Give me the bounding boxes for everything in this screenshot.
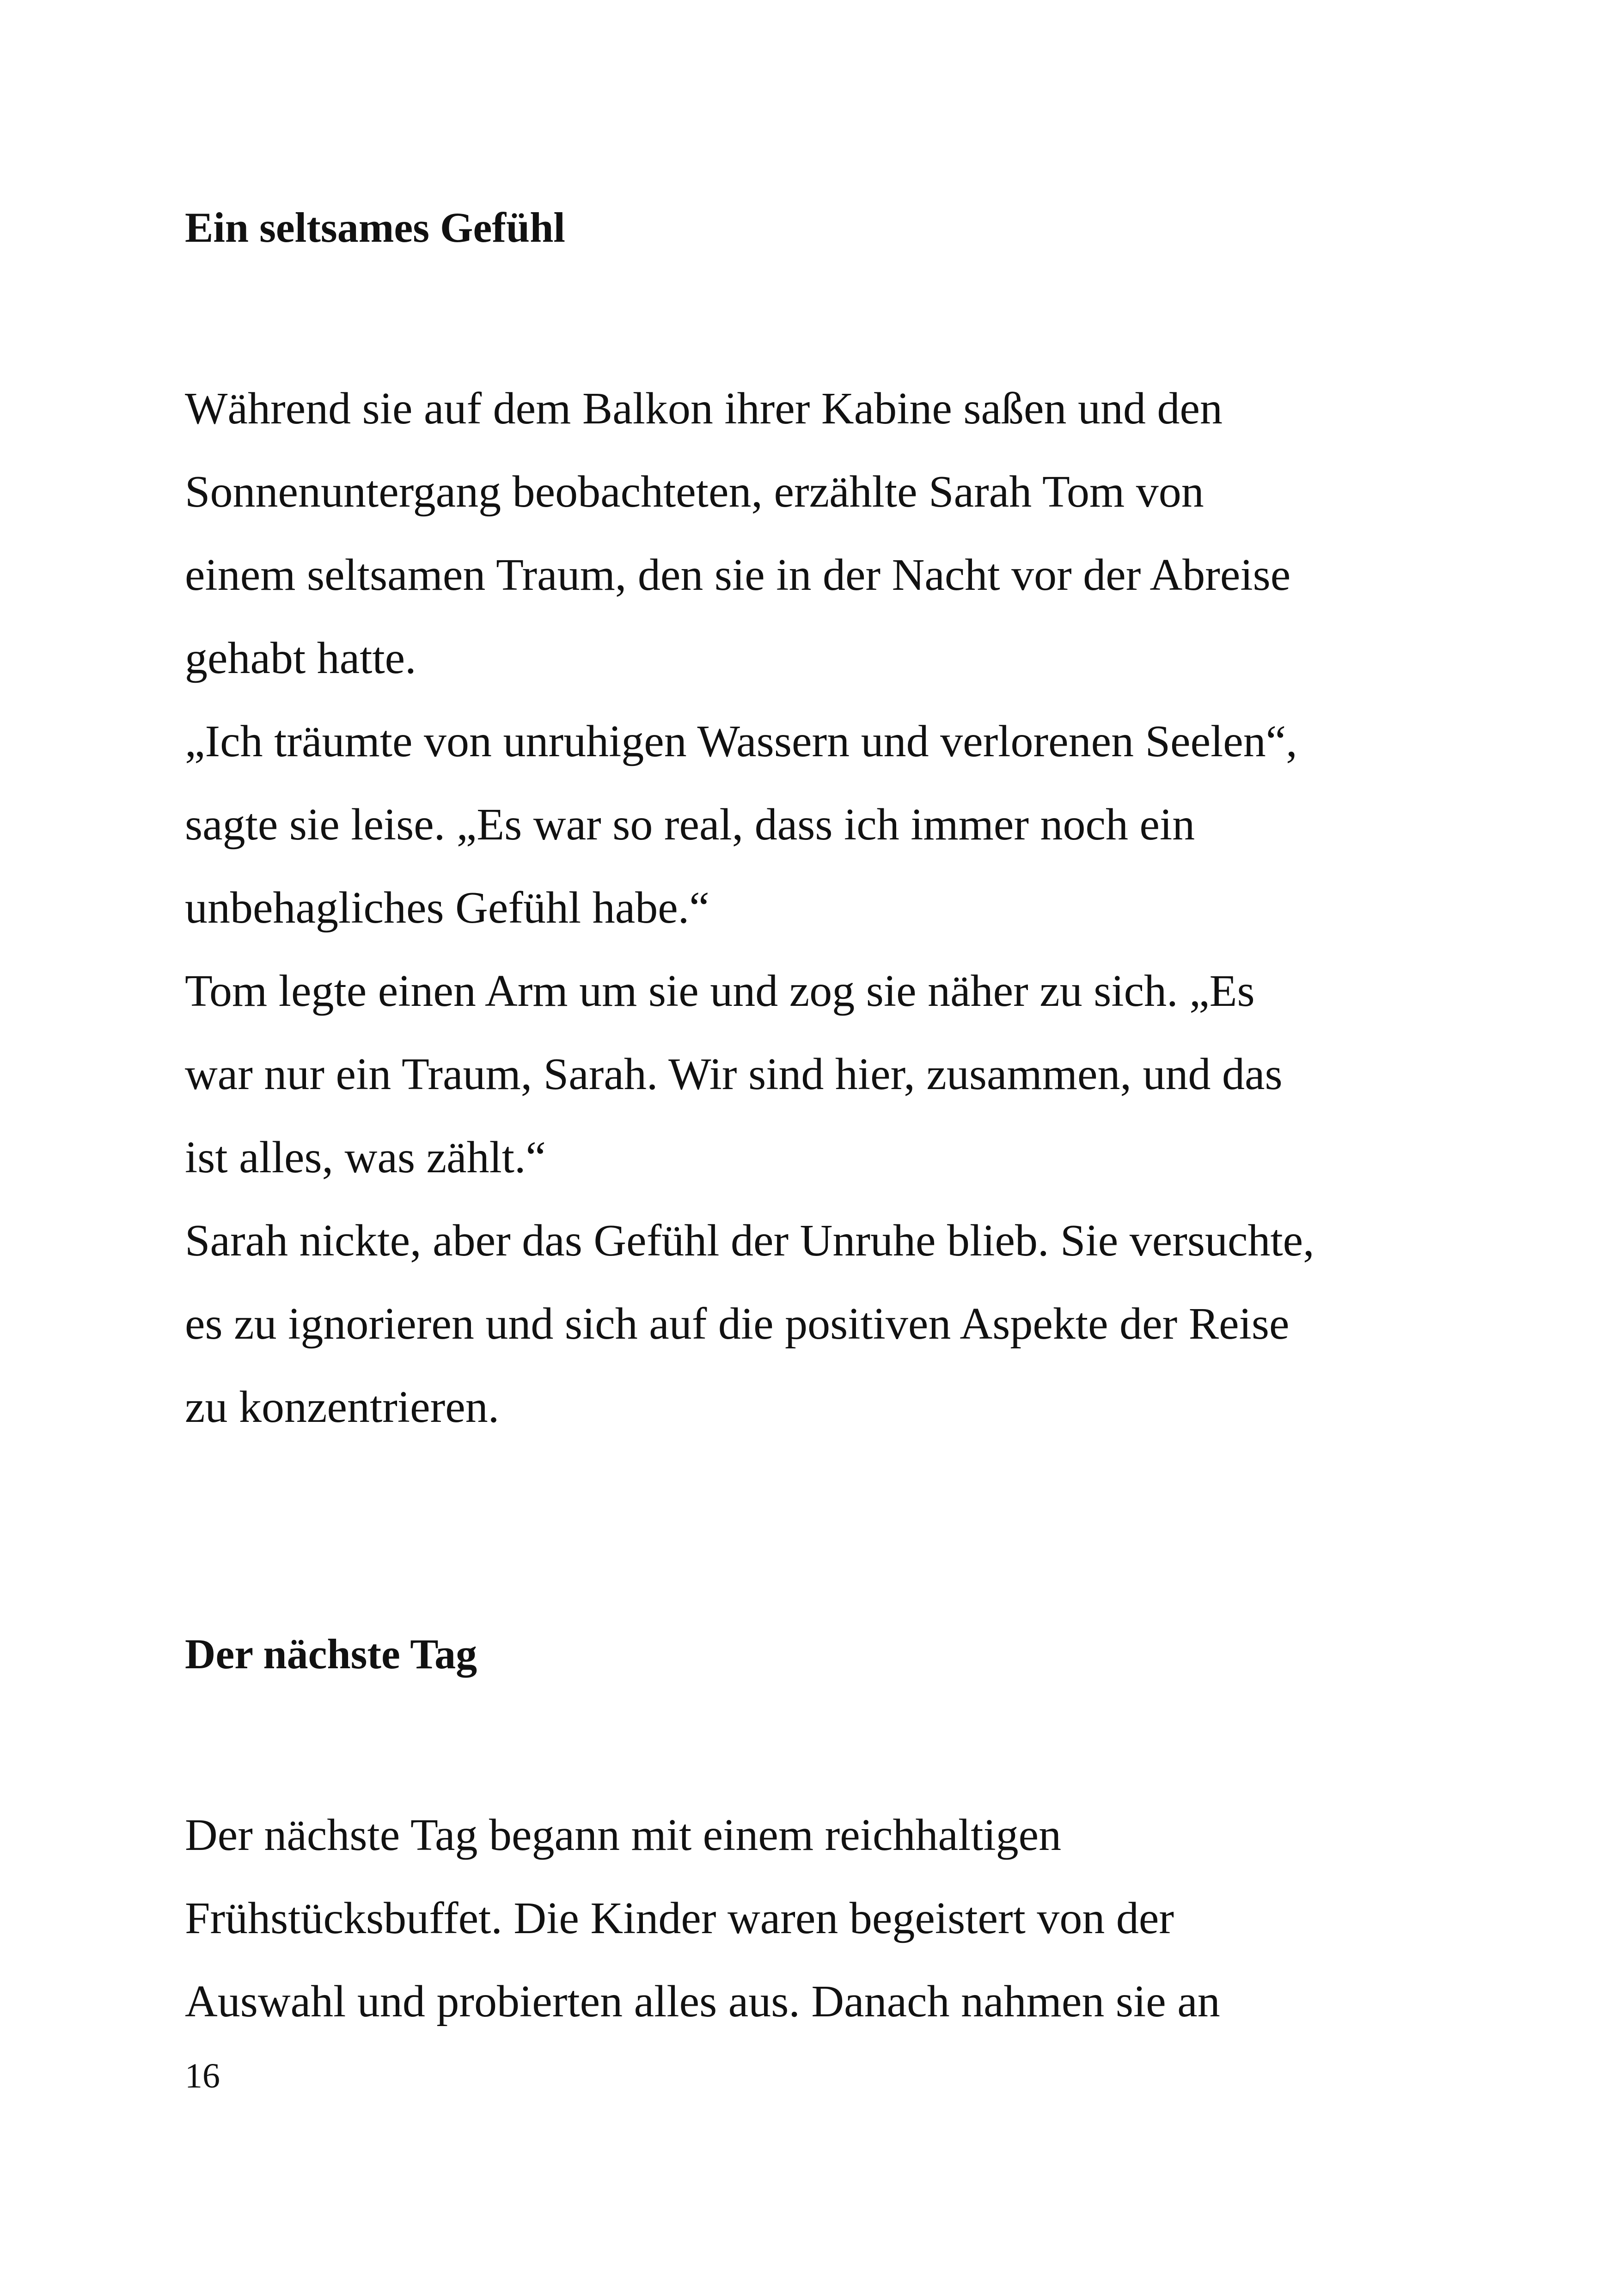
text-line: Frühstücksbuffet. Die Kinder waren begeistert von der xyxy=(185,1893,1174,1943)
text-line: „Ich träumte von unruhigen Wassern und verlorenen Seelen“, xyxy=(185,716,1297,766)
text-line: Während sie auf dem Balkon ihrer Kabine saßen und den xyxy=(185,384,1223,434)
text-line: gehabt hatte. xyxy=(185,633,416,683)
section-heading: Ein seltsames Gefühl xyxy=(185,204,565,251)
text-line: Der nächste Tag begann mit einem reichhaltigen xyxy=(185,1810,1062,1860)
page-number: 16 xyxy=(185,2057,220,2095)
section-heading: Der nächste Tag xyxy=(185,1630,477,1678)
text-line: es zu ignorieren und sich auf die positiven Aspekte der Reise xyxy=(185,1299,1290,1349)
text-line: war nur ein Traum, Sarah. Wir sind hier, zusammen, und das xyxy=(185,1049,1283,1099)
text-line: Auswahl und probierten alles aus. Danach nahmen sie an xyxy=(185,1977,1220,2027)
text-line: sagte sie leise. „Es war so real, dass ich immer noch ein xyxy=(185,800,1195,850)
text-line: unbehagliches Gefühl habe.“ xyxy=(185,883,709,933)
text-line: einem seltsamen Traum, den sie in der Nacht vor der Abreise xyxy=(185,550,1291,600)
text-line: ist alles, was zählt.“ xyxy=(185,1133,546,1182)
text-line: Tom legte einen Arm um sie und zog sie näher zu sich. „Es xyxy=(185,966,1255,1016)
text-line: Sonnenuntergang beobachteten, erzählte Sarah Tom von xyxy=(185,467,1204,517)
text-line: Sarah nickte, aber das Gefühl der Unruhe blieb. Sie versuchte, xyxy=(185,1216,1314,1266)
text-line: zu konzentrieren. xyxy=(185,1382,500,1432)
